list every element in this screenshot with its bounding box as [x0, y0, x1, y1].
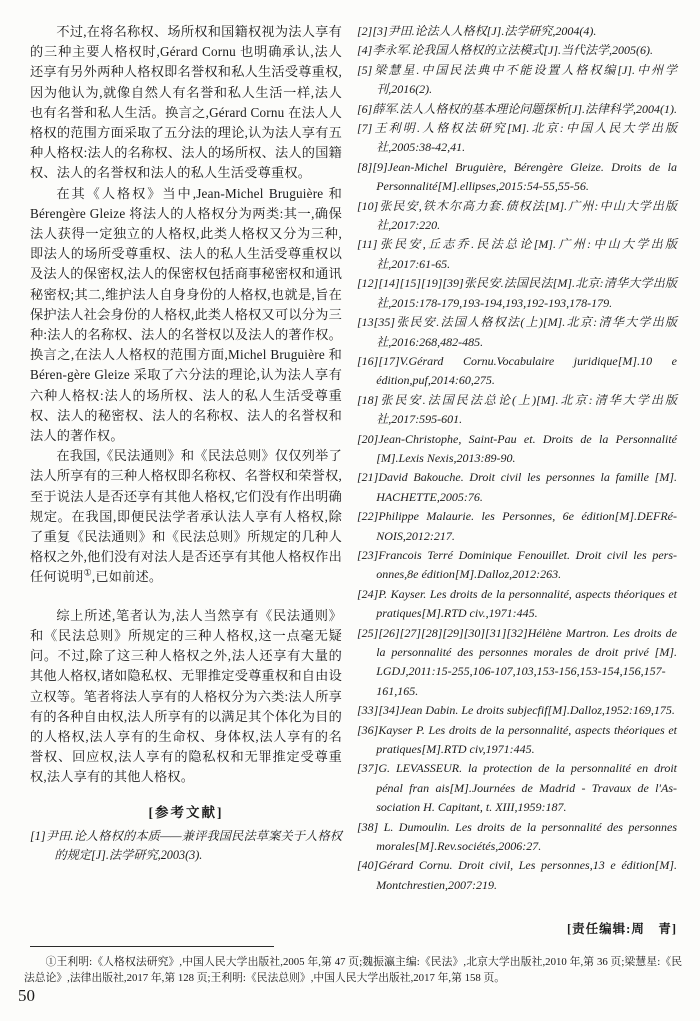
references-heading: [参考文献] — [148, 804, 224, 820]
reference-item: [8][9]Jean-Michel Bruguière, Bérengère Gleize. Droits de la Personnalité[M].ellipses,2015:54-55,55-56. — [357, 159, 677, 194]
paragraph-4: 综上所述,笔者认为,法人当然享有《民法通则》和《民法总则》所规定的三种人格权,这一点毫无疑问。不过,除了这三种人格权之外,法人还享有大量的其他人格权,诸如隐私权、无罪推定受尊重权和自由设立权等。笔者将法人享有的人格权分为六类:法人所享有的各种自由权,法人所享有的以满足其个体化为目的的人格权,法人享有的生命权、身体权,法人享有的名誉权、回应权,法人享有的隐私权和无罪推定受尊重权,法人享有的其他人格权。 — [30, 607, 342, 785]
paragraph-3-text-after: ,已如前述。 — [91, 569, 163, 585]
page-number: 50 — [18, 986, 35, 1005]
footnote: ①王利明:《人格权法研究》,中国人民大学出版社,2005 年,第 47 页;魏振瀛主编:《民法》,北京大学出版社,2010 年,第 36 页;梁慧星:《民法总论》,法律出版社,2017 年,第 128 页;王利明:《民法总则》,中国人民大学出版社,2017 年,第 158 页。 — [24, 956, 682, 984]
paragraph-2: 在其《人格权》当中,Jean-Michel Bruguière 和 Bérengère Gleize 将法人的人格权分为两类:其一,确保法人获得一定独立的人格权,此类人格权又分为三种,即法人的场所受尊重权、法人的私人生活受尊重权以及法人的保密权,法人的保密权包括商事秘密权和通讯秘密权;其二,维护法人自身身份的人格权,也就是,旨在保护法人社会身份的人格权,此类人格权又可以分为三种:法人的名称权、法人的名誉权以及法人的著作权。换言之,在法人人格权的范围方面,Michel Bruguière 和 Béren-gère Gleize 采取了六分法的理论,认为法人享有六种人格权:法人的场所权、法人的私人生活受尊重权、法人的秘密权、法人的名称权、法人的名誉权和法人的著作权。 — [30, 185, 342, 444]
reference-item: [4]李永军.论我国人格权的立法模式[J].当代法学,2005(6). — [357, 43, 653, 58]
reference-item: [12][14][15][19][39]张民安.法国民法[M].北京:清华大学出版社,2015:178-179,193-194,193,192-193,178-179. — [357, 276, 677, 310]
reference-item: [6]薛军.法人人格权的基本理论问题探析[J].法律科学,2004(1). — [357, 101, 677, 116]
reference-item: [7]王利明.人格权法研究[M].北京:中国人民大学出版社,2005:38-42,41. — [357, 121, 677, 155]
reference-item: [16][17]V.Gérard Cornu.Vocabulaire juridique[M].10 e édition,puf,2014:60,275. — [357, 353, 677, 388]
left-column — [30, 22, 342, 865]
paragraph-3 — [30, 446, 342, 587]
footnote-mark: ① — [83, 568, 92, 579]
right-column — [357, 22, 677, 937]
references-list — [357, 22, 677, 895]
reference-item: [25][26][27][28][29][30][31][32]Hélène Martron. Les droits de la personnalité des personnes morales de droit privé [M]. LGDJ,2011:15-255,106-107,103,153-156,153-154,156,157-161,165. — [357, 625, 677, 698]
reference-item: [11]张民安,丘志乔.民法总论[M].广州:中山大学出版社,2017:61-65. — [357, 237, 677, 271]
reference-item: [13[35]张民安.法国人格权法(上)[M].北京:清华大学出版社,2016:268,482-485. — [357, 315, 677, 349]
reference-item: [10]张民安,铁木尔高力套.债权法[M].广州:中山大学出版社,2017:220. — [357, 198, 677, 233]
reference-item: [21]David Bakouche. Droit civil les personnes la famille [M]. HACHETTE,2005:76. — [357, 470, 677, 504]
reference-item: [23]Francois Terré Dominique Fenouillet. Droit civil les pers-onnes,8e édition[M].Dalloz,2012:263. — [357, 547, 677, 582]
reference-item: [24]P. Kayser. Les droits de la personnalité, aspects théoriques et pratiques[M].RTD civ.,1971:445. — [357, 586, 677, 621]
reference-item: [36]Kayser P. Les droits de la personnalité, aspects théoriques et pratiques[M].RTD civ,1971:445. — [357, 722, 677, 757]
reference-item: [38] L. Dumoulin. Les droits de la personnalité des personnes morales[M].Rev.sociétés,2006:27. — [357, 819, 677, 854]
reference-item: [2][3]尹田.论法人人格权[J].法学研究,2004(4). — [357, 24, 597, 38]
paragraph-1: 不过,在将名称权、场所权和国籍权视为法人享有的三种主要人格权时,Gérard Cornu 也明确承认,法人还享有另外两种人格权即名誉权和私人生活受尊重权,因为他认为,就像自然人有名誉和私人生活一样,法人也有名誉和私人生活。换言之,Gérard Cornu 在法人人格权的范围方面采取了五分法的理论,认为法人享有五种人格权:法人的名称权、法人的场所权、法人的国籍权、法人的名誉权和法人的私人生活受尊重权。 — [30, 24, 342, 181]
editor-note: [责任编辑:周 青] — [567, 922, 677, 937]
footnote-divider — [30, 946, 274, 947]
paragraph-3-text: 在我国,《民法通则》和《民法总则》仅仅列举了法人所享有的三种人格权即名称权、名誉权和荣誉权,至于说法人是否还享有其他人格权,它们没有作出明确规定。在我国,即便民法学者承认法人享有人格权,除了重复《民法通则》和《民法总则》所规定的几种人格权之外,他们没有对法人是否还享有其他人格权作出任何说明 — [30, 448, 342, 585]
reference-item: [18]张民安.法国民法总论(上)[M].北京:清华大学出版社,2017:595-601. — [357, 392, 677, 427]
reference-item: [22]Philippe Malaurie. les Personnes, 6e édition[M].DEFRé-NOIS,2012:217. — [357, 509, 677, 543]
reference-item: [20]Jean-Christophe, Saint-Pau et. Droits de la Personnalité [M].Lexis Nexis,2013:89-90. — [357, 431, 677, 465]
reference-item: [37]G. LEVASSEUR. la protection de la personnalité en droit pénal fran ais[M].Journées de Madrid - Travaux de l'As-sociation H. Capitant, t. XIII,1959:187. — [357, 761, 677, 815]
reference-item: [5]梁慧星.中国民法典中不能设置人格权编[J].中州学刊,2016(2). — [357, 62, 677, 97]
reference-item: [40]Gérard Cornu. Droit civil, Les personnes,13 e édition[M]. Montchrestien,2007:219. — [357, 858, 677, 892]
reference-item: [33][34]Jean Dabin. Le droits subjecfif[M].Dalloz,1952:169,175. — [357, 703, 675, 718]
reference-item: [1]尹田.论人格权的本质——兼评我国民法草案关于人格权的规定[J].法学研究,2003(3). — [30, 828, 342, 862]
